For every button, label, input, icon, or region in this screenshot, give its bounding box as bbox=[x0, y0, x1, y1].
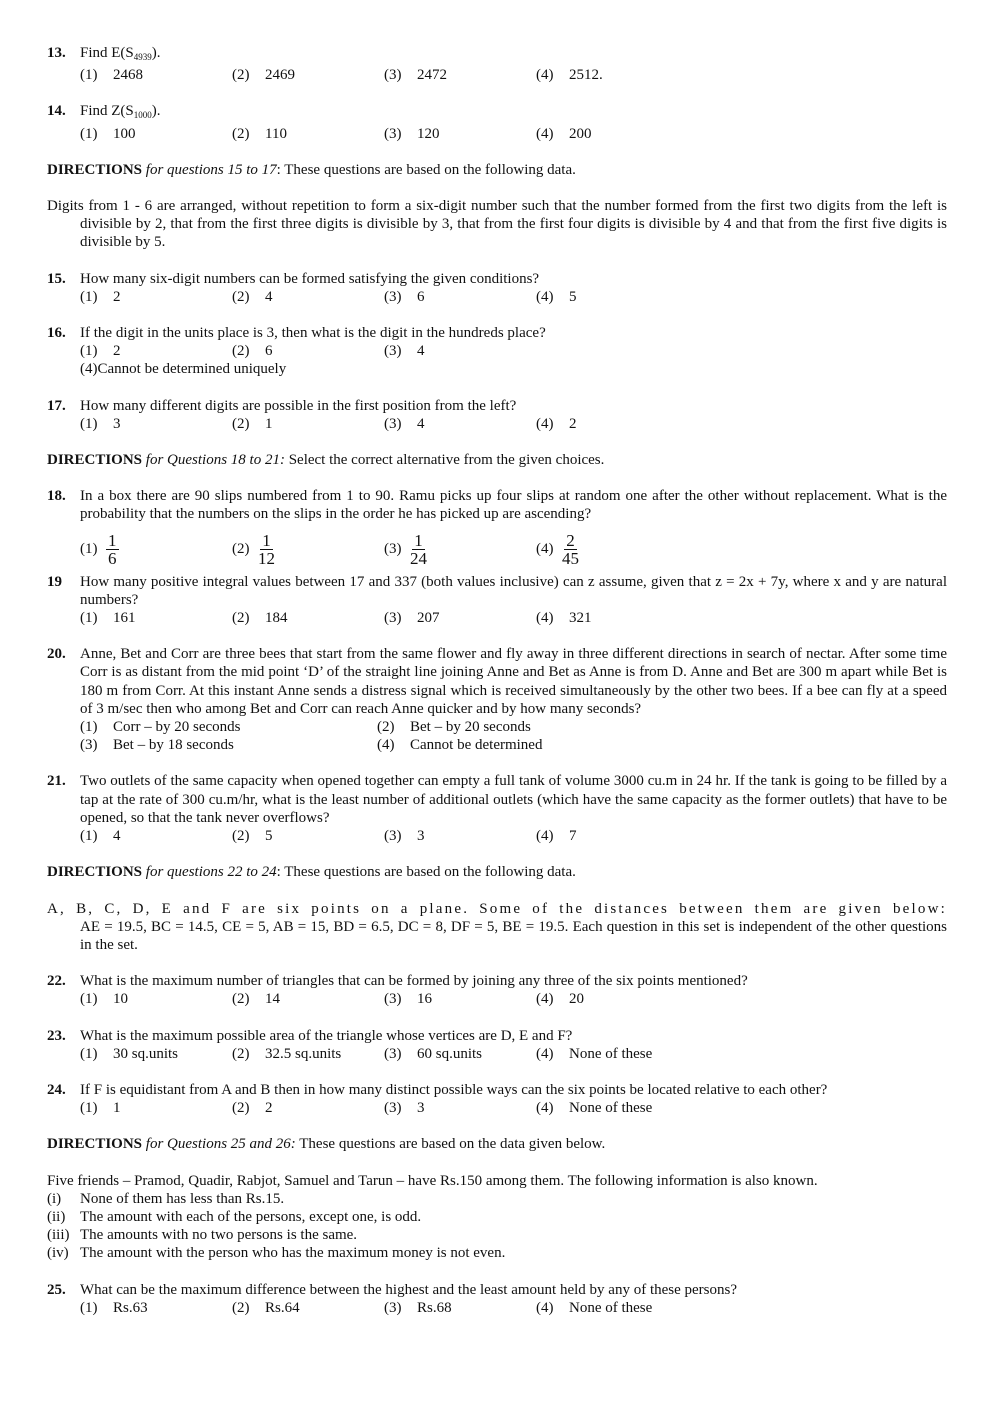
option-1[interactable]: (1) $\frac{1}{6}$ bbox=[80, 530, 117, 568]
option-2[interactable]: (2) 2469 bbox=[232, 67, 295, 84]
option-4[interactable]: (4) None of these bbox=[536, 1045, 653, 1062]
option-2[interactable]: (2) 5 bbox=[232, 828, 273, 845]
fraction: $\frac{1}{12}$ bbox=[258, 530, 275, 568]
question-13 bbox=[47, 44, 947, 84]
options bbox=[80, 1299, 947, 1317]
directions-22-24: DIRECTIONS for questions 22 to 24: These questions are based on the following data. bbox=[47, 864, 576, 881]
options bbox=[80, 532, 947, 567]
option-2[interactable]: (2) 32.5 sq.units bbox=[232, 1045, 342, 1062]
question-number: 24. bbox=[47, 1081, 66, 1098]
question-number: 16. bbox=[47, 325, 66, 342]
question-number: 21. bbox=[47, 773, 66, 790]
fraction: $\frac{2}{45}$ bbox=[562, 530, 579, 568]
question-number: 22. bbox=[47, 973, 66, 990]
question-text: What is the maximum number of triangles that can be formed by joining any three of the six points mentioned? bbox=[80, 973, 748, 990]
question-text: Find $Z(S_{1000})$. bbox=[80, 103, 161, 121]
option-4[interactable]: (4) 2512. bbox=[536, 67, 603, 84]
question-text: Anne, Bet and Corr are three bees that start from the same flower and fly away in three different directions in search of nectar. After some time Corr is as distant from the mid point ‘D’ of the straight line joining Anne and Bet as Anne is from D. Anne and Bet are 300 m apart while Bet is 180 m from Corr. At this instant Anne sends a distress signal which is received simultaneously by the other two bees. If a bee can fly at a speed of 3 m/sec then who among Bet and Corr can reach Anne quicker and by how many seconds? bbox=[80, 646, 947, 717]
condition-item: (iii) The amounts with no two persons is the same. bbox=[47, 1227, 358, 1244]
question-25 bbox=[47, 1281, 947, 1317]
option-2[interactable]: (2) 110 bbox=[232, 125, 287, 142]
options bbox=[80, 342, 947, 360]
question-number: 17. bbox=[47, 397, 66, 414]
question-number: 15. bbox=[47, 270, 66, 287]
option-2[interactable]: (2) 184 bbox=[232, 610, 288, 627]
options bbox=[80, 609, 947, 627]
option-3[interactable]: (3) 4 bbox=[384, 343, 425, 360]
option-4[interactable]: (4) 200 bbox=[536, 125, 592, 142]
question-14 bbox=[47, 102, 947, 142]
question-text: Find $E(S_{4939})$. bbox=[80, 45, 161, 62]
question-number: 18. bbox=[47, 488, 66, 505]
options bbox=[80, 990, 947, 1008]
options-row-1 bbox=[80, 718, 947, 736]
option-3[interactable]: (3) 4 bbox=[384, 415, 425, 432]
option-4[interactable]: (4) 5 bbox=[536, 288, 577, 305]
options bbox=[80, 1099, 947, 1117]
options bbox=[80, 125, 947, 143]
option-2[interactable]: (2) 4 bbox=[232, 288, 273, 305]
question-text: If the digit in the units place is 3, then what is the digit in the hundreds place? bbox=[80, 325, 546, 342]
data-paragraph-friends: Five friends – Pramod, Quadir, Rabjot, Samuel and Tarun – have Rs.150 among them. The following information is also known. bbox=[47, 1172, 818, 1189]
options bbox=[80, 827, 947, 845]
question-text: How many different digits are possible in the first position from the left? bbox=[80, 397, 517, 414]
data-paragraph-points: A, B, C, D, E and F are six points on a plane. Some of the distances between them are given below: AE = 19.5, BC = 14.5, CE = 5, AB = 15, BD = 6.5, DC = 8, DF = 5, BE = 19.5. Each question in this set is independent of the other questions in the set. bbox=[47, 900, 947, 953]
option-2[interactable]: (2) 1 bbox=[232, 415, 273, 432]
option-4[interactable]: (4) None of these bbox=[536, 1100, 653, 1117]
question-text: Two outlets of the same capacity when opened together can empty a full tank of volume 3000 cu.m in 24 hr. If the tank is going to be filled by a tap at the rate of 300 cu.m/hr, what is the least number of additional outlets (which have the same capacity as the former outlets) that have to be opened, so that the tank never overflows? bbox=[80, 773, 947, 826]
options bbox=[80, 1045, 947, 1063]
question-text: What can be the maximum difference between the highest and the least amount held by any of these persons? bbox=[80, 1281, 737, 1298]
option-4[interactable]: (4) Cannot be determined bbox=[377, 737, 543, 754]
directions-18-21: DIRECTIONS for Questions 18 to 21: Select the correct alternative from the given choices. bbox=[47, 452, 605, 469]
options-row-2 bbox=[80, 736, 947, 754]
option-3[interactable]: (3) 16 bbox=[384, 991, 432, 1008]
option-1[interactable]: (1) 161 bbox=[80, 610, 136, 627]
question-text: How many six-digit numbers can be formed satisfying the given conditions? bbox=[80, 270, 540, 287]
option-2[interactable]: (2) 14 bbox=[232, 991, 280, 1008]
question-page bbox=[47, 44, 947, 1335]
condition-item: (iv) The amount with the person who has the maximum money is not even. bbox=[47, 1245, 506, 1262]
question-text: In a box there are 90 slips numbered from 1 to 90. Ramu picks up four slips at random one after the other without replacement. What is the probability that the numbers on the slips in the order he has picked up are ascending? bbox=[80, 488, 947, 523]
options bbox=[80, 66, 947, 84]
option-2[interactable]: (2) 2 bbox=[232, 1100, 273, 1117]
fraction: $\frac{1}{6}$ bbox=[108, 530, 117, 568]
option-4[interactable]: (4) 2 bbox=[536, 415, 577, 432]
option-3[interactable]: (3) 60 sq.units bbox=[384, 1045, 483, 1062]
option-3[interactable]: (3) 6 bbox=[384, 288, 425, 305]
directions-15-17: DIRECTIONS for questions 15 to 17: These questions are based on the following data. bbox=[47, 161, 576, 178]
question-18 bbox=[47, 487, 947, 566]
option-3[interactable]: (3) 120 bbox=[384, 125, 440, 142]
options-row-2 bbox=[80, 360, 947, 378]
question-24 bbox=[47, 1081, 947, 1117]
question-number: 23. bbox=[47, 1027, 66, 1044]
question-number: 14. bbox=[47, 103, 66, 120]
question-text: How many positive integral values between 17 and 337 (both values inclusive) can z assume, given that z = 2x + 7y, where x and y are natural numbers? bbox=[80, 573, 947, 608]
question-number: 20. bbox=[47, 646, 66, 663]
option-1[interactable]: (1) 100 bbox=[80, 125, 136, 142]
option-1[interactable]: (1) Rs.63 bbox=[80, 1299, 148, 1316]
question-17 bbox=[47, 397, 947, 433]
option-3[interactable]: (3) 2472 bbox=[384, 67, 447, 84]
option-3[interactable]: (3) Rs.68 bbox=[384, 1299, 452, 1316]
question-21 bbox=[47, 772, 947, 845]
option-3[interactable]: (3) 3 bbox=[384, 828, 425, 845]
data-paragraph-digits: Digits from 1 - 6 are arranged, without repetition to form a six-digit number such that the number formed from the first two digits from the left is divisible by 2, that from the first three digits is divisible by 3, that from the first four digits is divisible by 4 and that from the first five digits is divisible by 5. bbox=[47, 198, 947, 251]
directions-25-26: DIRECTIONS for Questions 25 and 26: These questions are based on the data given below. bbox=[47, 1136, 606, 1153]
option-4[interactable]: (4) 20 bbox=[536, 991, 584, 1008]
option-2[interactable]: (2) $\frac{1}{12}$ bbox=[232, 530, 275, 568]
question-22 bbox=[47, 972, 947, 1008]
fraction: $\frac{1}{24}$ bbox=[410, 530, 427, 568]
option-4[interactable]: (4) Cannot be determined uniquely bbox=[80, 361, 287, 378]
option-3[interactable]: (3) $\frac{1}{24}$ bbox=[384, 530, 427, 568]
option-1[interactable]: (1) 2468 bbox=[80, 67, 143, 84]
question-text: What is the maximum possible area of the triangle whose vertices are D, E and F? bbox=[80, 1027, 573, 1044]
option-3[interactable]: (3) 207 bbox=[384, 610, 440, 627]
question-16 bbox=[47, 324, 947, 379]
option-1[interactable]: (1) 30 sq.units bbox=[80, 1045, 179, 1062]
options bbox=[80, 415, 947, 433]
option-2[interactable]: (2) 6 bbox=[232, 343, 273, 360]
option-4[interactable]: (4) $\frac{2}{45}$ bbox=[536, 530, 579, 568]
options bbox=[80, 288, 947, 306]
option-1[interactable]: (1) 2 bbox=[80, 288, 121, 305]
option-1[interactable]: (1) Corr – by 20 seconds bbox=[80, 719, 241, 736]
question-number: 19 bbox=[47, 573, 62, 590]
question-19 bbox=[47, 573, 947, 628]
condition-item: (ii) The amount with each of the persons, except one, is odd. bbox=[47, 1208, 422, 1225]
question-number: 25. bbox=[47, 1281, 66, 1298]
question-text: If F is equidistant from A and B then in how many distinct possible ways can the six points be located relative to each other? bbox=[80, 1081, 828, 1098]
option-4[interactable]: (4) 321 bbox=[536, 610, 592, 627]
option-1[interactable]: (1) 4 bbox=[80, 828, 121, 845]
question-15 bbox=[47, 270, 947, 306]
option-3[interactable]: (3) Bet – by 18 seconds bbox=[80, 737, 234, 754]
option-3[interactable]: (3) 3 bbox=[384, 1100, 425, 1117]
option-1[interactable]: (1) 10 bbox=[80, 991, 128, 1008]
condition-item: (i) None of them has less than Rs.15. bbox=[47, 1190, 285, 1207]
question-number: 13. bbox=[47, 45, 66, 61]
option-4[interactable]: (4) None of these bbox=[536, 1299, 653, 1316]
option-1[interactable]: (1) 2 bbox=[80, 343, 121, 360]
option-1[interactable]: (1) 3 bbox=[80, 415, 121, 432]
question-20 bbox=[47, 645, 947, 754]
option-1[interactable]: (1) 1 bbox=[80, 1100, 121, 1117]
conditions-block bbox=[47, 1172, 947, 1263]
question-23 bbox=[47, 1027, 947, 1063]
option-4[interactable]: (4) 7 bbox=[536, 828, 577, 845]
option-2[interactable]: (2) Rs.64 bbox=[232, 1299, 300, 1316]
option-2[interactable]: (2) Bet – by 20 seconds bbox=[377, 719, 531, 736]
